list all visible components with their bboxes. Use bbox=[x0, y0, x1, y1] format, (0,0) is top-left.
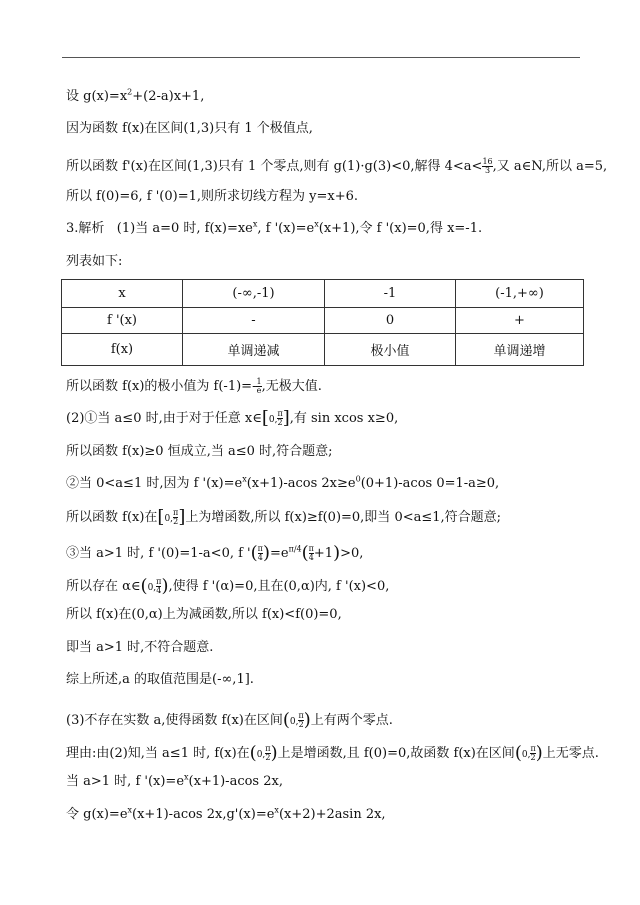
text-line-10: ②当 0<a≤1 时,因为 f '$(x)=e^x(x+1)$-acos $2x\ge e^0(0+1)$-acos 0=1-a≥0, bbox=[66, 474, 500, 491]
table-cell: 单调递减 bbox=[183, 334, 325, 366]
table-cell: 0 bbox=[325, 308, 456, 334]
text-line-6: 列表如下: bbox=[66, 254, 123, 269]
text-line-1 bbox=[66, 89, 204, 105]
table-row-x bbox=[62, 280, 584, 308]
text-line-17: (3)不存在实数 a,使得函数 f(x)在区间(0, $\frac{\pi}{2}$ )上有两个零点. bbox=[66, 709, 393, 731]
line-1-text: 设 $g(x)=x^2+(2-a)x+1$, bbox=[66, 87, 205, 104]
text-line-5: 3.解析 (1)当 a=0 时, $f(x)=xe^x$, f '$(x)=e^x(x+1)$,令 f '(x)=0,得 x=-1. bbox=[66, 219, 483, 236]
text-line-3: 所以函数 f'(x)在区间(1,3)只有 1 个零点,则有 g(1)·g(3)<0,解得 4<a< $\frac{16}{3}$ ,又 a∈N,所以 a=5, bbox=[66, 157, 608, 175]
table-cell: (-1,+∞) bbox=[456, 280, 584, 308]
table-cell: 极小值 bbox=[325, 334, 456, 366]
text-line-13: 所以存在 α∈(0, $\frac{\pi}{4}$ ),使得 f '(α)=0,且在(0,α)内, f '(x)<0, bbox=[66, 575, 390, 597]
text-line-8: (2)①当 a≤0 时,由于对于任意 x∈[0, $\frac{\pi}{2}$ ],有 sin xcos x≥0, bbox=[66, 407, 399, 429]
table-cell: x bbox=[62, 280, 183, 308]
table-cell: - bbox=[183, 308, 325, 334]
text-line-16: 综上所述,a 的取值范围是(-∞,1]. bbox=[66, 672, 254, 687]
text-line-4: 所以 f(0)=6, f '(0)=1,则所求切线方程为 y=x+6. bbox=[66, 189, 359, 204]
text-line-9: 所以函数 f(x)≥0 恒成立,当 a≤0 时,符合题意; bbox=[66, 444, 333, 459]
table-cell: f '(x) bbox=[62, 308, 183, 334]
table-row-function bbox=[62, 334, 584, 366]
text-line-7: 所以函数 f(x)的极小值为 f(-1)=- $\frac{1}{e}$ ,无极大值. bbox=[66, 377, 322, 395]
text-line-11: 所以函数 f(x)在[0, $\frac{\pi}{2}$ ]上为增函数,所以 f(x)≥f(0)=0,即当 0<a≤1,符合题意; bbox=[66, 506, 502, 528]
header-rule bbox=[62, 57, 580, 58]
text-line-14: 所以 f(x)在(0,α)上为减函数,所以 f(x)<f(0)=0, bbox=[66, 607, 342, 622]
table-cell: f(x) bbox=[62, 334, 183, 366]
text-line-2: 因为函数 f(x)在区间(1,3)只有 1 个极值点, bbox=[66, 121, 313, 136]
text-line-15: 即当 a>1 时,不符合题意. bbox=[66, 640, 214, 655]
table-cell: 单调递增 bbox=[456, 334, 584, 366]
text-line-19: 当 a>1 时, f '$(x)=e^x(x+1)$-acos 2x, bbox=[66, 772, 283, 789]
table-cell: -1 bbox=[325, 280, 456, 308]
table-row-derivative bbox=[62, 308, 584, 334]
text-line-12: ③当 a>1 时, f '(0)=1-a<0, f '( $\frac{\pi}{4}$ )$=e^{\pi/4}$( $\frac{\pi}{4}$ +1)>0, bbox=[66, 542, 364, 564]
text-line-20: 令 $g(x)=e^x(x+1)$-acos $2x,g'(x)=e^x(x+2)+2asin$ 2x, bbox=[66, 805, 386, 822]
value-table bbox=[61, 279, 584, 366]
table-cell: (-∞,-1) bbox=[183, 280, 325, 308]
text-line-18: 理由:由(2)知,当 a≤1 时, f(x)在(0, $\frac{\pi}{2}$ )上是增函数,且 f(0)=0,故函数 f(x)在区间(0, $\frac{\pi}{2}$ )上无零点. bbox=[66, 742, 599, 764]
table-cell: + bbox=[456, 308, 584, 334]
